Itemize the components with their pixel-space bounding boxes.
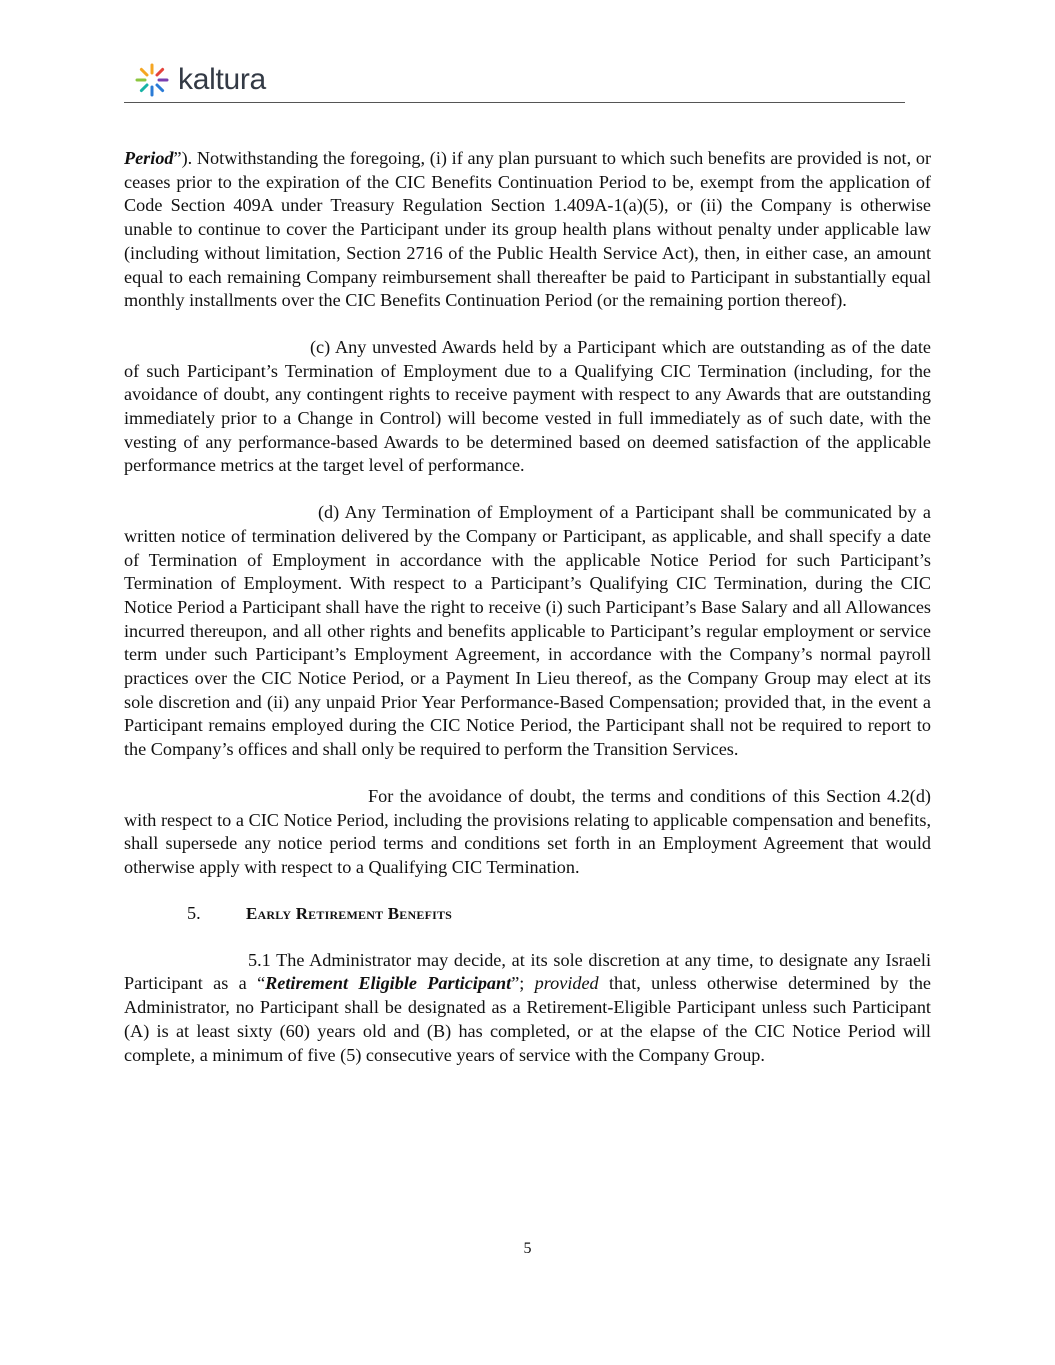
paragraph-d-text: (d) Any Termination of Employment of a Participant shall be communicated by a written notice of termination delivered by the Company or Participant, as applicable, and shall specify a date of Termination of Employment in accordance with the applicable Notice Period for such Participant’s Termination of Employment. With respect to a Participant’s Qualifying CIC Termination, during the CIC Notice Period a Participant shall have the right to receive (i) such Participant’s Base Salary and all Allowances incurred thereupon, and all other rights and benefits applicable to Participant’s regular employment or service term under such Participant’s Employment Agreement, in accordance with the Company’s normal payroll practices over the CIC Notice Period, or a Payment In Lieu thereof, as the Company Group may elect at its sole discretion and (ii) any unpaid Prior Year Performance-Based Compensation; provided that, in the event a Participant remains employed during the CIC Notice Period, the Participant shall not be required to report to the Company’s offices and shall only be required to perform the Transition Services. xyxy=(124,502,931,760)
defined-term-retirement-eligible: Retirement Eligible Participant xyxy=(265,973,512,994)
document-body xyxy=(124,147,931,1067)
page-header xyxy=(124,58,905,103)
paragraph-5-1-text-b: ”; xyxy=(511,973,535,994)
paragraph-5-1 xyxy=(124,949,931,1068)
paragraph-b-continuation xyxy=(124,147,931,313)
section-number: 5. xyxy=(187,902,201,923)
paragraph-b-text: ”). Notwithstanding the foregoing, (i) if any plan pursuant to which such benefits are provided is not, or ceases prior to the expiration of the CIC Benefits Continuation Period to be, exempt from the application of Code Section 409A under Treasury Regulation Section 1.409A-1(a)(5), or (ii) the Company is otherwise unable to continue to cover the Participant under its group health plans without penalty under applicable law (including without limitation, Section 2716 of the Public Health Service Act), then, in either case, an amount equal to each remaining Company reimbursement shall thereafter be paid to Participant in substantially equal monthly installments over the CIC Benefits Continuation Period (or the remaining portion thereof). xyxy=(124,148,931,311)
paragraph-5-1-text-c: that, unless otherwise determined by the Administrator, no Participant shall be designated as a Retirement-Eligible Participant unless such Participant (A) is at least sixty (60) years old and (B) has completed, or at the elapse of the CIC Notice Period will complete, a minimum of five (5) consecutive years of service with the Company Group. xyxy=(124,973,931,1065)
kaltura-logo xyxy=(134,62,266,98)
paragraph-c-text: (c) Any unvested Awards held by a Participant which are outstanding as of the date of such Participant’s Termination of Employment due to a Qualifying CIC Termination (including, for the avoidance of doubt, any contingent rights to receive payment with respect to any Awards that are outstanding immediately prior to a Change in Control) will become vested in full immediately as of such date, with the vesting of any performance-based Awards to be determined based on deemed satisfaction of the applicable performance metrics at the target level of performance. xyxy=(124,336,931,476)
paragraph-5-1-text-a: 5.1 The Administrator may decide, at its sole discretion at any time, to designate any Israeli Participant as a “ xyxy=(124,949,931,994)
term-provided: provided xyxy=(534,973,599,994)
paragraph-avoidance xyxy=(124,785,931,880)
paragraph-d xyxy=(124,501,931,762)
page-number: 5 xyxy=(523,1240,532,1257)
section-title: Early Retirement Benefits xyxy=(246,903,453,923)
logo-wordmark: kaltura xyxy=(178,63,266,96)
section-heading xyxy=(124,901,931,926)
paragraph-avoidance-text: For the avoidance of doubt, the terms and conditions of this Section 4.2(d) with respect to a CIC Notice Period, including the provisions relating to applicable compensation and benefits, shall supersede any notice period terms and conditions set forth in an Employment Agreement that would otherwise apply with respect to a Qualifying CIC Termination. xyxy=(124,785,931,877)
kaltura-spark-icon xyxy=(134,62,170,98)
paragraph-c xyxy=(124,336,931,478)
defined-term-period: Period xyxy=(124,148,174,168)
